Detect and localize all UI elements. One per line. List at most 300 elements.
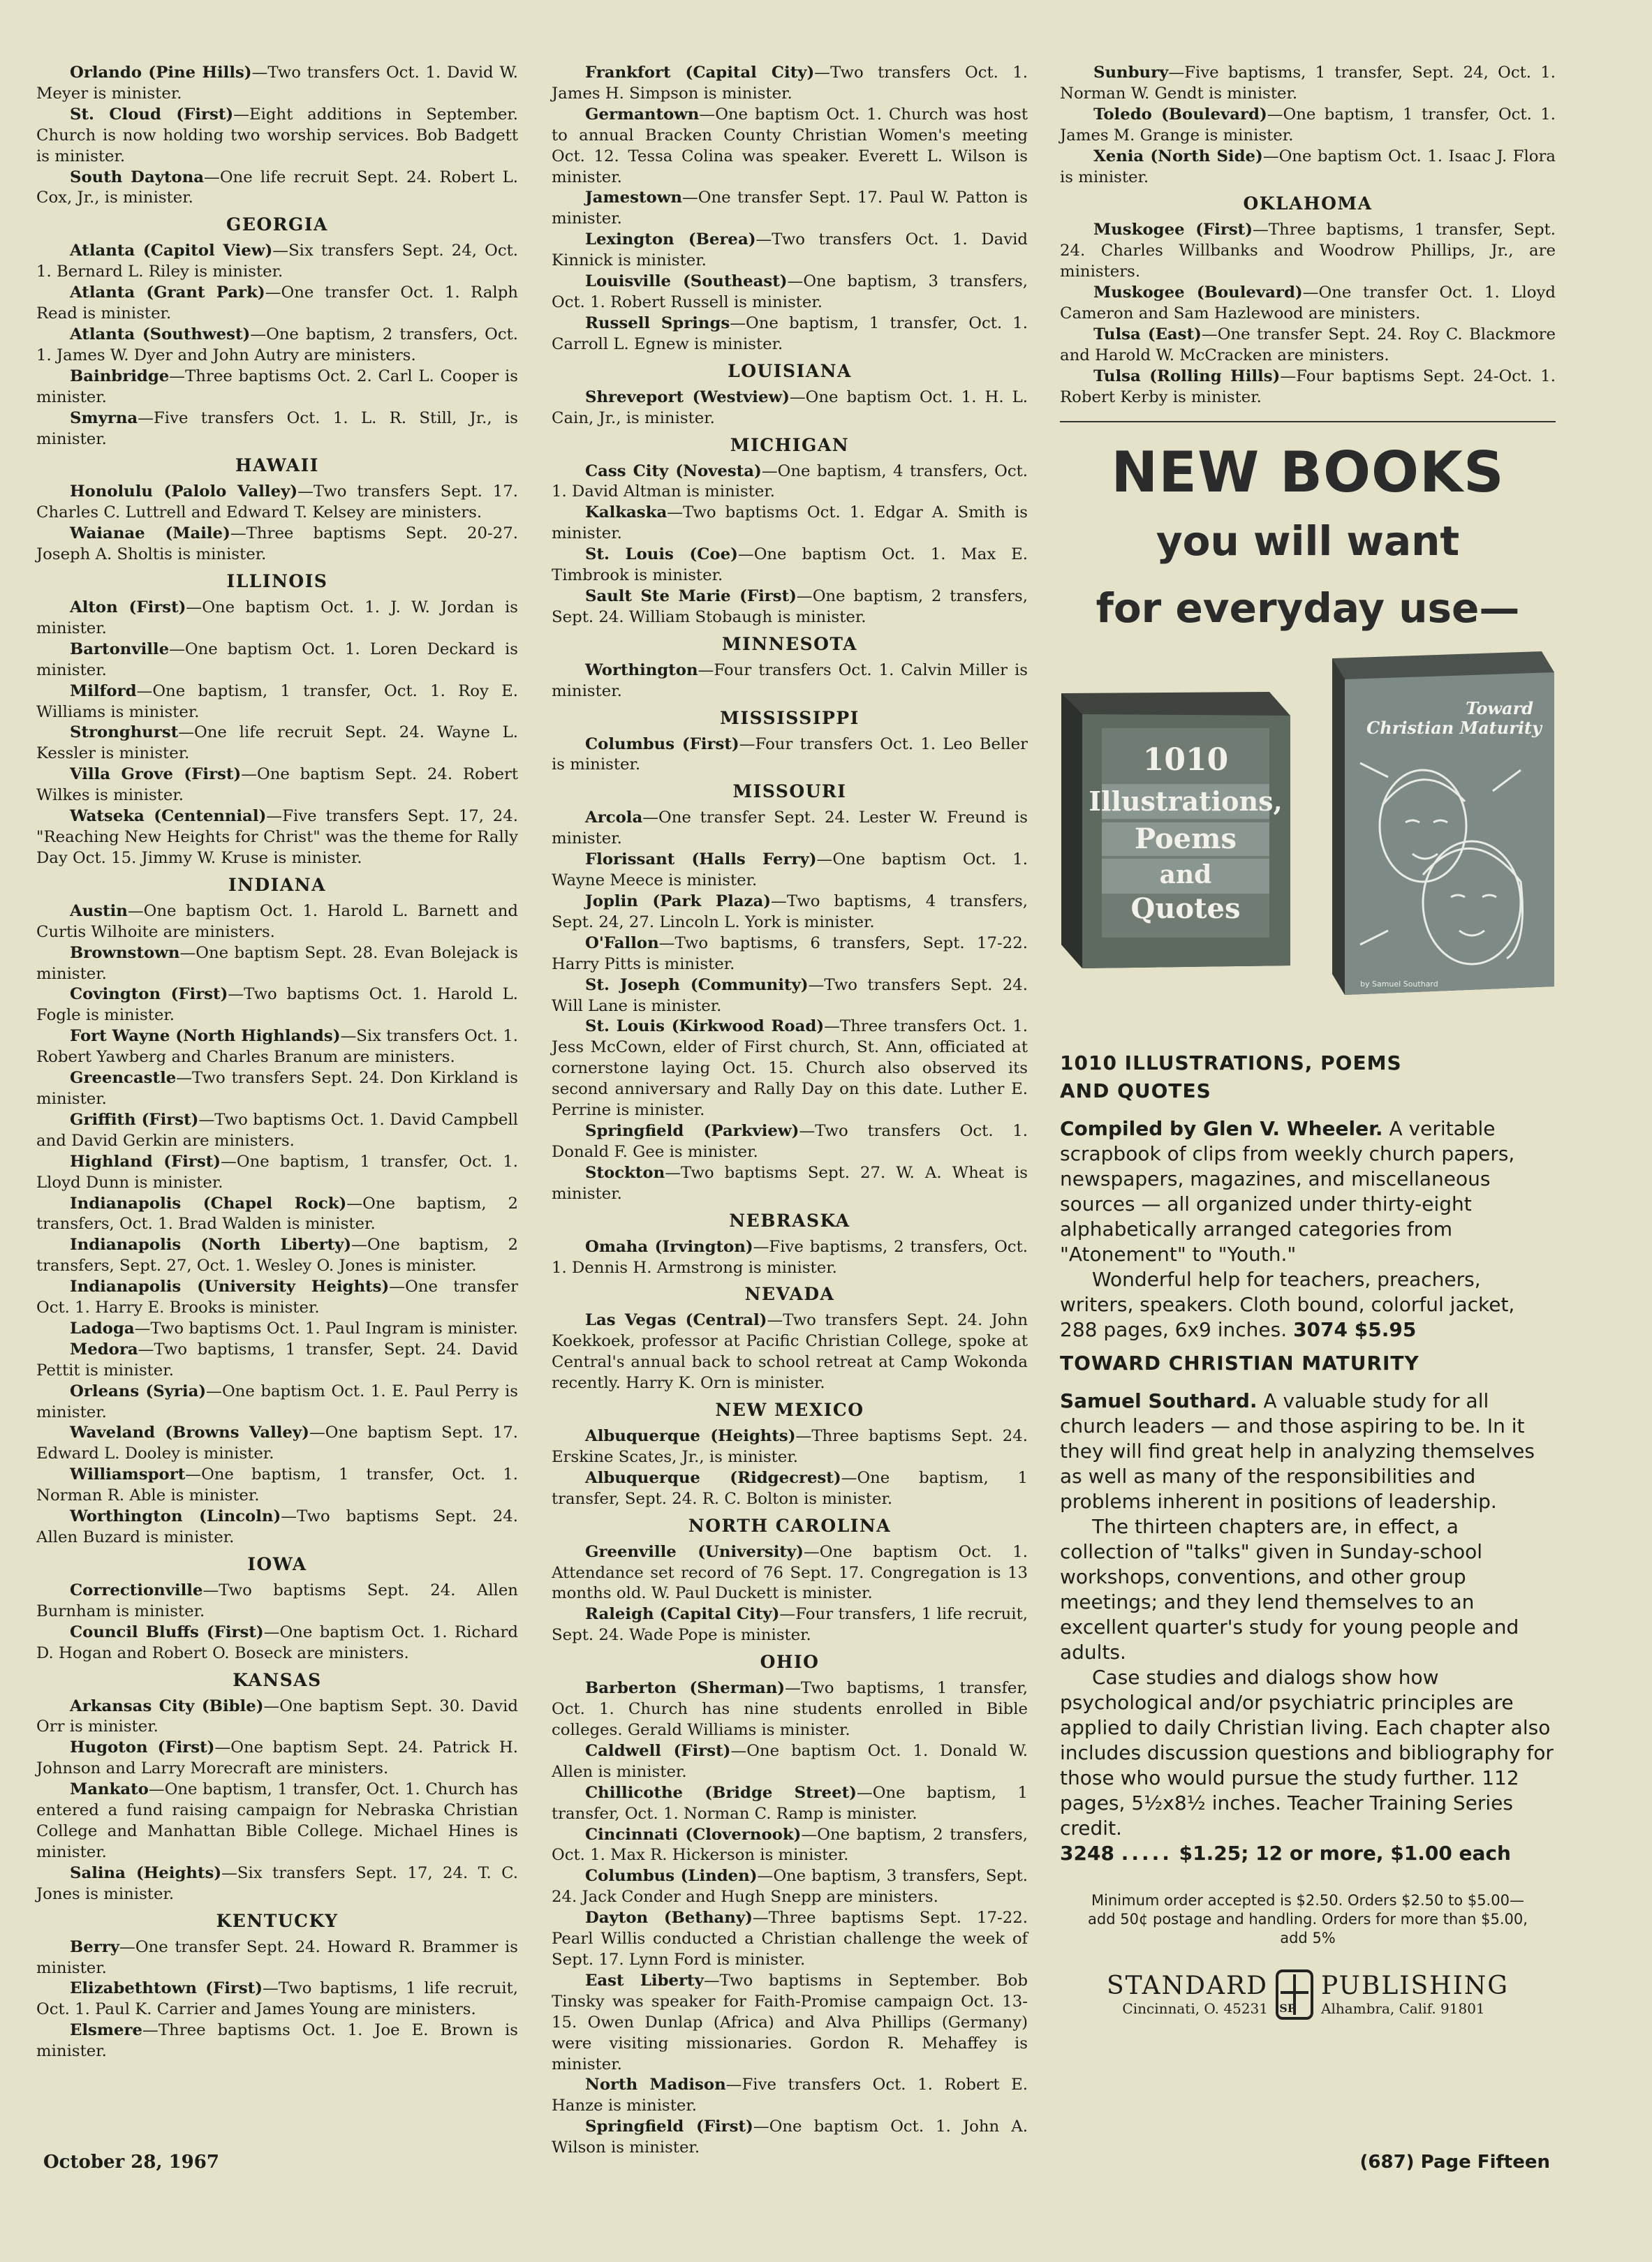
church-report [36,325,518,367]
church-report [552,1908,1028,1971]
state-heading: NEW MEXICO [715,1400,864,1421]
church-name: Council Bluffs (First) [70,1622,264,1641]
book2-paragraph-3: Case studies and dialogs show how psychological and/or psychiatric principles are applied to daily Christian living. Each chapter also includes discussion questions and bibliography for those who would pursue the study further. 112 pages, 5½x8½ inches. Teacher Training Series credit. [1060,1665,1554,1840]
church-report [36,598,518,640]
report-text: —Four transfers Oct. 1. Calvin Miller is minister. [552,660,1028,700]
brand-location-left: Cincinnati, O. 45231 [1122,2000,1268,2018]
church-report [552,461,1028,503]
church-report [36,482,518,524]
church-report [36,681,518,723]
church-name: Indianapolis (Chapel Rock) [70,1194,347,1213]
book-advertisement [1060,438,1556,2020]
church-name: Albuquerque (Ridgecrest) [585,1468,841,1487]
book1-cover-word-1: Illustrations, [1089,785,1283,817]
church-report [36,1507,518,1548]
church-report [552,850,1028,892]
book1-price: 3074 $5.95 [1293,1317,1417,1341]
report-text: —Five baptisms, 2 transfers, Oct. 1. Dennis H. Armstrong is minister. [552,1237,1028,1277]
church-name: Tulsa (Rolling Hills) [1093,367,1281,385]
church-name: Milford [70,681,137,700]
church-report [1060,220,1556,283]
report-text: —Two transfers Oct. 1. David W. Meyer is minister. [36,64,519,103]
church-name: East Liberty [585,1971,704,1990]
church-report [552,1825,1028,1867]
church-name: Waveland (Browns Valley) [70,1424,309,1442]
church-name: Raleigh (Capital City) [585,1605,780,1624]
book1-description [1060,1116,1556,1267]
report-text: —One baptism Oct. 1. E. Paul Perry is minister. [36,1382,518,1421]
church-name: Shreveport (Westview) [585,387,790,406]
church-name: Greencastle [70,1069,177,1088]
church-name: Honolulu (Palolo Valley) [70,482,298,501]
church-report [36,1780,518,1863]
church-report [36,1622,518,1664]
report-text: —One baptism, 1 transfer, Sept. 24. R. C. Bolton is minister. [552,1468,1028,1508]
church-report [36,105,518,168]
book2-cover-author: by Samuel Southard [1360,979,1438,989]
church-name: Orleans (Syria) [70,1382,207,1400]
church-name: Springfield (First) [585,2117,753,2136]
report-text: —Two transfers Sept. 24. John Koekkoek, professor at Pacific Christian College, spoke at Central's annual back to school retreat at Camp Wokonda recently. Harry K. Orn is minister. [552,1311,1028,1393]
report-text: —Three baptisms Sept. 20-27. Joseph A. Sholtis is minister. [36,524,519,564]
church-report [36,241,518,283]
report-text: —One baptism, 1 transfer, Oct. 1. Norman C. Ramp is minister. [552,1783,1028,1823]
report-text: —One baptism, 2 transfers, Oct. 1. Max R. Hickerson is minister. [552,1825,1028,1865]
church-name: Indianapolis (University Heights) [70,1278,390,1296]
church-name: St. Joseph (Community) [585,975,809,994]
church-name: Ladoga [70,1319,135,1338]
church-report [552,1866,1028,1908]
church-report [552,1121,1028,1163]
church-name: Arkansas City (Bible) [70,1696,264,1715]
church-name: Indianapolis (North Liberty) [70,1236,352,1255]
church-name: Fort Wayne (North Highlands) [70,1027,341,1046]
church-report [552,272,1028,313]
church-name: Elsmere [70,2021,143,2040]
report-text: —Four transfers, 1 life recruit, Sept. 24. Wade Pope is minister. [552,1605,1028,1645]
state-heading: MISSOURI [732,781,847,802]
church-report [552,188,1028,230]
report-text: —Two baptisms in September. Bob Tinsky was speaker for Faith-Promise campaign Oct. 13-15. Owen Dunlap (Africa) and Alva Phillips (Germany) were visiting missionaries. Gordon R. Mehaffey is minister. [552,1971,1028,2074]
church-name: Villa Grove (First) [70,765,242,784]
state-heading: NORTH CAROLINA [688,1515,892,1536]
church-report [36,1235,518,1277]
church-report [36,723,518,764]
book2-cover-word-2: Christian Maturity [1366,717,1542,738]
report-text: —Two baptisms, 4 transfers, Sept. 24, 27. Lincoln L. York is minister. [552,892,1028,931]
book2-title: TOWARD CHRISTIAN MATURITY [1060,1351,1419,1375]
report-text: —Eight additions in September. Church is now holding two worship services. Bob Badgett is minister. [36,105,519,165]
report-text: —One baptism, 3 transfers, Sept. 24. Jack Conder and Hugh Snepp are ministers. [552,1867,1028,1907]
book2-desc-text: A valuable study for all church leaders — and those aspiring to be. In it they will find great help in analyzing themselves as well as many of the responsibilities and problems inherent in positions of leadership. [1060,1389,1535,1513]
book-covers-illustration [1060,651,1556,1014]
church-name: Alton (First) [70,598,186,617]
church-report [552,1468,1028,1510]
standard-publishing-logo-icon [1275,1969,1314,2020]
book2-code: 3248 [1060,1841,1114,1865]
church-name: Smyrna [70,408,138,427]
report-text: —Five transfers Sept. 17, 24. "Reaching New Heights for Christ" was the theme for Rally Day Oct. 15. Jimmy W. Kruse is minister. [36,807,519,867]
news-column-2 [552,63,1028,2159]
church-report [36,1738,518,1780]
report-text: —One baptism Oct. 1. Max E. Timbrook is minister. [552,545,1028,585]
church-name: Germantown [585,105,700,124]
report-text: —One baptism, 1 transfer, Oct. 1. Norman R. Able is minister. [36,1465,518,1505]
church-report [552,933,1028,975]
church-report [36,2020,518,2062]
church-report [36,1110,518,1152]
church-name: Muskogee (Boulevard) [1093,283,1303,302]
logo-letters: SP [1279,2001,1296,2015]
church-report [36,1277,518,1319]
church-report [36,1152,518,1194]
state-heading: GEORGIA [226,214,328,235]
church-name: Salina (Heights) [70,1863,222,1882]
church-name: O'Fallon [585,933,659,952]
book-cover-toward-christian-maturity [1332,651,1554,995]
church-report [36,1194,518,1236]
brand-location-right: Alhambra, Calif. 91801 [1321,2000,1485,2018]
state-heading: INDIANA [228,874,327,895]
church-report [36,806,518,869]
report-text: —Three baptisms Oct. 1. Joe E. Brown is minister. [36,2021,518,2061]
church-report [552,734,1028,776]
ad-divider [1060,421,1556,422]
report-text: —Five transfers Oct. 1. Robert E. Hanze is minister. [552,2076,1028,2115]
church-name: Waianae (Maile) [70,524,230,543]
church-report [552,1678,1028,1741]
report-text: —Six transfers Oct. 1. Robert Yawberg and Charles Branum are ministers. [36,1027,518,1067]
church-name: Columbus (Linden) [585,1867,758,1886]
church-name: Toledo (Boulevard) [1093,105,1267,124]
church-report [552,808,1028,850]
church-name: Atlanta (Capitol View) [70,242,273,260]
church-name: Russell Springs [585,313,730,332]
report-text: —Three baptisms, 1 transfer, Sept. 24. Charles Willbanks and Woodrow Phillips, Jr., are ministers. [1060,221,1556,281]
church-name: Mankato [70,1780,149,1799]
brand-right [1321,1972,1509,2017]
report-text: —Two baptisms, 1 transfer, Sept. 24. David Pettit is minister. [36,1340,518,1380]
report-text: —One baptism Oct. 1. J. W. Jordan is minister. [36,598,518,637]
report-text: —Two baptisms Oct. 1. David Campbell and David Gerkin are ministers. [36,1110,518,1150]
book1-title [1060,1049,1556,1105]
book2-author: Samuel Southard. [1060,1389,1258,1412]
church-report [552,1310,1028,1394]
report-text: —One baptism Oct. 1. John A. Wilson is minister. [552,2117,1028,2157]
church-report [552,1017,1028,1121]
church-name: Dayton (Bethany) [585,1909,753,1928]
church-report [552,1783,1028,1825]
report-text: —Three baptisms Sept. 17-22. Pearl Willis conducted a Christian challenge the week of Sept. 17. Lynn Ford is minister. [552,1909,1028,1969]
report-text: —Two transfers Sept. 17. Charles C. Luttrell and Edward T. Kelsey are ministers. [36,482,518,522]
report-text: —One transfer Sept. 24. Roy C. Blackmore and Harold W. McCracken are ministers. [1060,325,1556,364]
church-name: Louisville (Southeast) [585,272,788,291]
church-name: Bainbridge [70,367,170,385]
church-name: Stronghurst [70,723,179,742]
report-text: —One baptism Sept. 30. David Orr is minister. [36,1696,518,1736]
report-text: —Two baptisms Sept. 24. Allen Burnham is minister. [36,1581,518,1620]
church-name: Highland (First) [70,1152,221,1171]
church-name: Hugoton (First) [70,1738,215,1757]
report-text: —Two baptisms Oct. 1. Harold L. Fogle is minister. [36,985,518,1025]
news-column-1 [36,63,518,2062]
report-text: —One baptism Oct. 1. Isaac J. Flora is minister. [1060,147,1556,186]
report-text: —One baptism Sept. 17. Edward L. Dooley is minister. [36,1424,518,1463]
church-name: Atlanta (Grant Park) [70,283,265,302]
church-name: Austin [70,901,128,920]
church-report [36,1340,518,1382]
church-report [36,1382,518,1424]
report-text: —One baptism Oct. 1. Church was host to annual Bracken County Christian Women's meeting Oct. 12. Tessa Colina was speaker. Everett L. Wilson is minister. [552,105,1028,186]
book2-paragraph-2: The thirteen chapters are, in effect, a collection of "talks" given in Sunday-school workshops, conventions, and other group meetings; and they lend themselves to an excellent quarter's study for young people and adults. [1060,1514,1519,1664]
church-name: Columbus (First) [585,734,739,753]
book1-title-line-1: 1010 ILLUSTRATIONS, POEMS [1060,1051,1402,1074]
report-text: —Two transfers Oct. 1. David Kinnick is minister. [552,230,1028,270]
church-name: Sault Ste Marie (First) [585,586,797,605]
church-name: Springfield (Parkview) [585,1121,799,1140]
church-report [36,901,518,943]
church-name: Sunbury [1093,64,1169,82]
book2-description [1060,1389,1556,1514]
report-text: —One baptism Oct. 1. Attendance set record of 76 Sept. 17. Congregation is 13 months old. W. Paul Duckett is minister. [552,1542,1028,1603]
state-heading: NEBRASKA [729,1210,850,1231]
church-name: Las Vegas (Central) [585,1311,767,1330]
church-report [552,545,1028,586]
oklahoma-news-block [1060,63,1556,408]
publisher-brand [1060,1969,1556,2020]
book1-desc-text: A veritable scrapbook of clips from weekly church papers, newspapers, magazines, and miscellaneous sources — all organized under thirty-eight alphabetically arranged categories from "Atonement" to "Youth." [1060,1116,1515,1266]
brand-word-right: PUBLISHING [1321,1972,1510,2001]
report-text: —One baptism, 4 transfers, Oct. 1. David Altman is minister. [552,461,1028,501]
state-heading: KANSAS [233,1669,322,1690]
church-report [36,1423,518,1465]
state-heading: KENTUCKY [216,1910,339,1931]
report-text: —One transfer Sept. 17. Paul W. Patton is minister. [552,188,1028,228]
church-report [36,1319,518,1340]
state-heading: MISSISSIPPI [720,707,860,728]
ad-subheadline-2: for everyday use— [1096,584,1520,632]
book2-cover-word-1: Toward [1466,697,1533,718]
church-report [1060,325,1556,367]
church-report [1060,63,1556,105]
book2-order-line: 3248 ..... $1.25; 12 or more, $1.00 each [1060,1841,1511,1865]
church-name: Joplin (Park Plaza) [585,892,772,910]
book1-details-text: Wonderful help for teachers, preachers, writers, speakers. Cloth bound, colorful jacket, 288 pages, 6x9 inches. [1060,1267,1515,1341]
church-report [552,660,1028,702]
report-text: —Four transfers Oct. 1. Leo Beller is minister. [552,734,1028,774]
report-text: —One transfer Oct. 1. Harry E. Brooks is minister. [36,1278,518,1317]
report-text: —Four baptisms Sept. 24-Oct. 1. Robert Kerby is minister. [1060,367,1556,406]
church-name: St. Louis (Coe) [585,545,738,564]
book1-cover-word-3: and [1159,859,1212,889]
church-name: Florissant (Halls Ferry) [585,850,817,869]
state-heading: MINNESOTA [721,633,858,654]
report-text: —One baptism Oct. 1. Harold L. Barnett and Curtis Wilhoite are ministers. [36,901,518,941]
report-text: —One baptism Sept. 24. Robert Wilkes is minister. [36,765,518,805]
church-report [36,367,518,408]
book2-price: $1.25; 12 or more, $1.00 each [1179,1841,1511,1865]
report-text: —One baptism Oct. 1. Wayne Meece is minister. [552,850,1028,890]
book-covers-svg [1060,651,1556,1014]
book-cover-1010 [1061,692,1290,968]
church-name: Correctionville [70,1581,203,1599]
church-report [36,1465,518,1507]
ad-headline: NEW BOOKS [1111,439,1505,505]
church-name: Cass City (Novesta) [585,461,762,480]
church-report [36,408,518,450]
report-text: —Two baptisms, 6 transfers, Sept. 17-22. Harry Pitts is minister. [552,933,1028,973]
church-report [36,168,518,209]
church-report [36,1026,518,1068]
report-text: —Two baptisms, 1 transfer, Oct. 1. Church has nine students enrolled in Bible colleges. Gerald Williams is minister. [552,1679,1028,1739]
church-report [36,283,518,325]
church-name: Brownstown [70,943,180,962]
report-text: —Two baptisms Oct. 1. Edgar A. Smith is minister. [552,503,1028,543]
book1-cover-number: 1010 [1142,741,1229,778]
church-report [36,1979,518,2020]
church-report [552,230,1028,272]
state-heading: HAWAII [235,455,320,476]
church-report [552,105,1028,188]
church-name: Worthington (Lincoln) [70,1507,281,1526]
church-report [552,1237,1028,1279]
report-text: —Two transfers Sept. 24. Will Lane is minister. [552,975,1028,1015]
church-report [1060,105,1556,147]
report-text: —Two baptisms Oct. 1. Paul Ingram is minister. [134,1319,518,1338]
church-name: Caldwell (First) [585,1741,731,1760]
church-name: Watseka (Centennial) [70,807,267,826]
church-name: Covington (First) [70,985,228,1004]
church-name: St. Louis (Kirkwood Road) [585,1017,825,1036]
report-text: —One baptism, 1 transfer, Oct. 1. Lloyd Dunn is minister. [36,1152,518,1192]
report-text: —One baptism, 1 transfer, Oct. 1. Church has entered a fund raising campaign for Nebraska Christian College and Manhattan Bible College. Michael Hines is minister. [36,1780,518,1861]
church-report [1060,367,1556,408]
report-text: —Six transfers Sept. 17, 24. T. C. Jones is minister. [36,1863,518,1903]
report-text: —Two baptisms Sept. 27. W. A. Wheat is minister. [552,1163,1028,1203]
book1-cover-word-2: Poems [1135,822,1237,855]
footer-page-number: (687) Page Fifteen [1359,2152,1550,2173]
report-text: —Two transfers Sept. 24. Don Kirkland is minister. [36,1069,518,1108]
report-text: —One baptism, 2 transfers, Sept. 24. William Stobaugh is minister. [552,586,1028,626]
report-text: —Two baptisms Sept. 24. Allen Buzard is minister. [36,1507,518,1546]
church-name: Frankfort (Capital City) [585,64,815,82]
church-report [552,1426,1028,1468]
church-report [552,387,1028,429]
church-report [36,1863,518,1905]
report-text: —Three baptisms Sept. 24. Erskine Scates, Jr., is minister. [552,1427,1028,1466]
church-name: Kalkaska [585,503,668,522]
church-report [552,1604,1028,1646]
report-text: —Five transfers Oct. 1. L. R. Still, Jr., is minister. [36,408,518,448]
church-name: Worthington [585,660,698,679]
report-text: —One transfer Sept. 24. Howard R. Brammer is minister. [36,1937,518,1977]
report-text: —One transfer Sept. 24. Lester W. Freund is minister. [552,808,1028,848]
church-name: Medora [70,1340,138,1359]
report-text: —One baptism, 1 transfer, Oct. 1. Carroll L. Egnew is minister. [552,313,1028,353]
book1-cover-word-4: Quotes [1130,892,1241,925]
church-name: Barberton (Sherman) [585,1679,786,1698]
state-heading: NEVADA [744,1284,835,1305]
news-column-3 [1060,63,1556,2020]
church-report [36,764,518,806]
state-heading: LOUISIANA [728,360,852,381]
report-text: —One baptism, 3 transfers, Oct. 1. Robert Russell is minister. [552,272,1028,311]
report-text: —Two baptisms, 1 life recruit, Oct. 1. Paul K. Carrier and James Young are ministers. [36,1979,518,2019]
report-text: —One baptism, 1 transfer, Oct. 1. James M. Grange is minister. [1060,105,1556,145]
brand-word-left: STANDARD [1106,1972,1268,2001]
book1-author: Compiled by Glen V. Wheeler. [1060,1116,1383,1140]
church-report [552,503,1028,545]
church-report [552,975,1028,1017]
state-heading: ILLINOIS [226,571,328,592]
state-heading: OHIO [760,1652,820,1673]
church-name: Jamestown [585,188,682,207]
church-name: Atlanta (Southwest) [70,325,251,343]
report-text: —One baptism, 2 transfers, Oct. 1. James W. Dyer and John Autry are ministers. [36,325,518,364]
church-report [552,1163,1028,1205]
church-report [36,1696,518,1738]
report-text: —One baptism Sept. 24. Patrick H. Johnson and Larry Morecraft are ministers. [36,1738,518,1778]
report-text: —One baptism Oct. 1. Richard D. Hogan and Robert O. Boseck are ministers. [36,1622,519,1662]
church-report [36,640,518,681]
church-report [36,524,518,566]
brand-left [1107,1972,1268,2017]
church-name: Orlando (Pine Hills) [70,64,252,82]
report-text: —Five baptisms, 1 transfer, Sept. 24, Oct. 1. Norman W. Gendt is minister. [1060,64,1556,103]
report-text: —One baptism, 1 transfer, Oct. 1. Roy E. Williams is minister. [36,681,518,721]
church-name: Berry [70,1937,120,1956]
report-text: —One baptism Oct. 1. Loren Deckard is minister. [36,640,518,679]
report-text: —Three baptisms Oct. 2. Carl L. Cooper is minister. [36,367,518,406]
report-text: —One baptism Sept. 28. Evan Bolejack is minister. [36,943,518,983]
report-text: —One baptism Oct. 1. H. L. Cain, Jr., is minister. [552,387,1028,427]
church-report [36,1581,518,1622]
church-report [552,2117,1028,2159]
report-text: —Two transfers Oct. 1. James H. Simpson is minister. [552,64,1028,103]
ad-subheadline-1: you will want [1156,517,1460,565]
church-name: Lexington (Berea) [585,230,756,249]
church-report [552,2075,1028,2117]
church-name: St. Cloud (First) [70,105,234,124]
book1-details [1060,1267,1556,1343]
report-text: —One transfer Oct. 1. Ralph Read is minister. [36,283,518,323]
church-name: North Madison [585,2076,726,2094]
church-name: Elizabethtown (First) [70,1979,263,1998]
church-report [552,892,1028,933]
church-name: Tulsa (East) [1093,325,1202,343]
church-report [1060,283,1556,325]
report-text: —One baptism Oct. 1. Donald W. Allen is minister. [552,1741,1028,1781]
church-name: Omaha (Irvington) [585,1237,753,1256]
church-report [36,63,518,105]
church-name: Stockton [585,1163,665,1182]
church-report [36,1937,518,1979]
report-text: —One baptism, 2 transfers, Oct. 1. Brad Walden is minister. [36,1194,519,1234]
state-heading: OKLAHOMA [1243,193,1373,214]
church-name: Cincinnati (Clovernook) [585,1825,802,1844]
church-name: Xenia (North Side) [1093,147,1263,165]
report-text: —Six transfers Sept. 24, Oct. 1. Bernard L. Riley is minister. [36,242,518,281]
church-name: Arcola [585,808,643,827]
church-report [552,1741,1028,1783]
church-report [552,586,1028,628]
church-report [552,63,1028,105]
church-name: Muskogee (First) [1093,221,1253,239]
report-text: —One life recruit Sept. 24. Wayne L. Kessler is minister. [36,723,518,763]
state-heading: MICHIGAN [730,434,850,455]
church-report [36,943,518,985]
church-name: Williamsport [70,1465,186,1484]
